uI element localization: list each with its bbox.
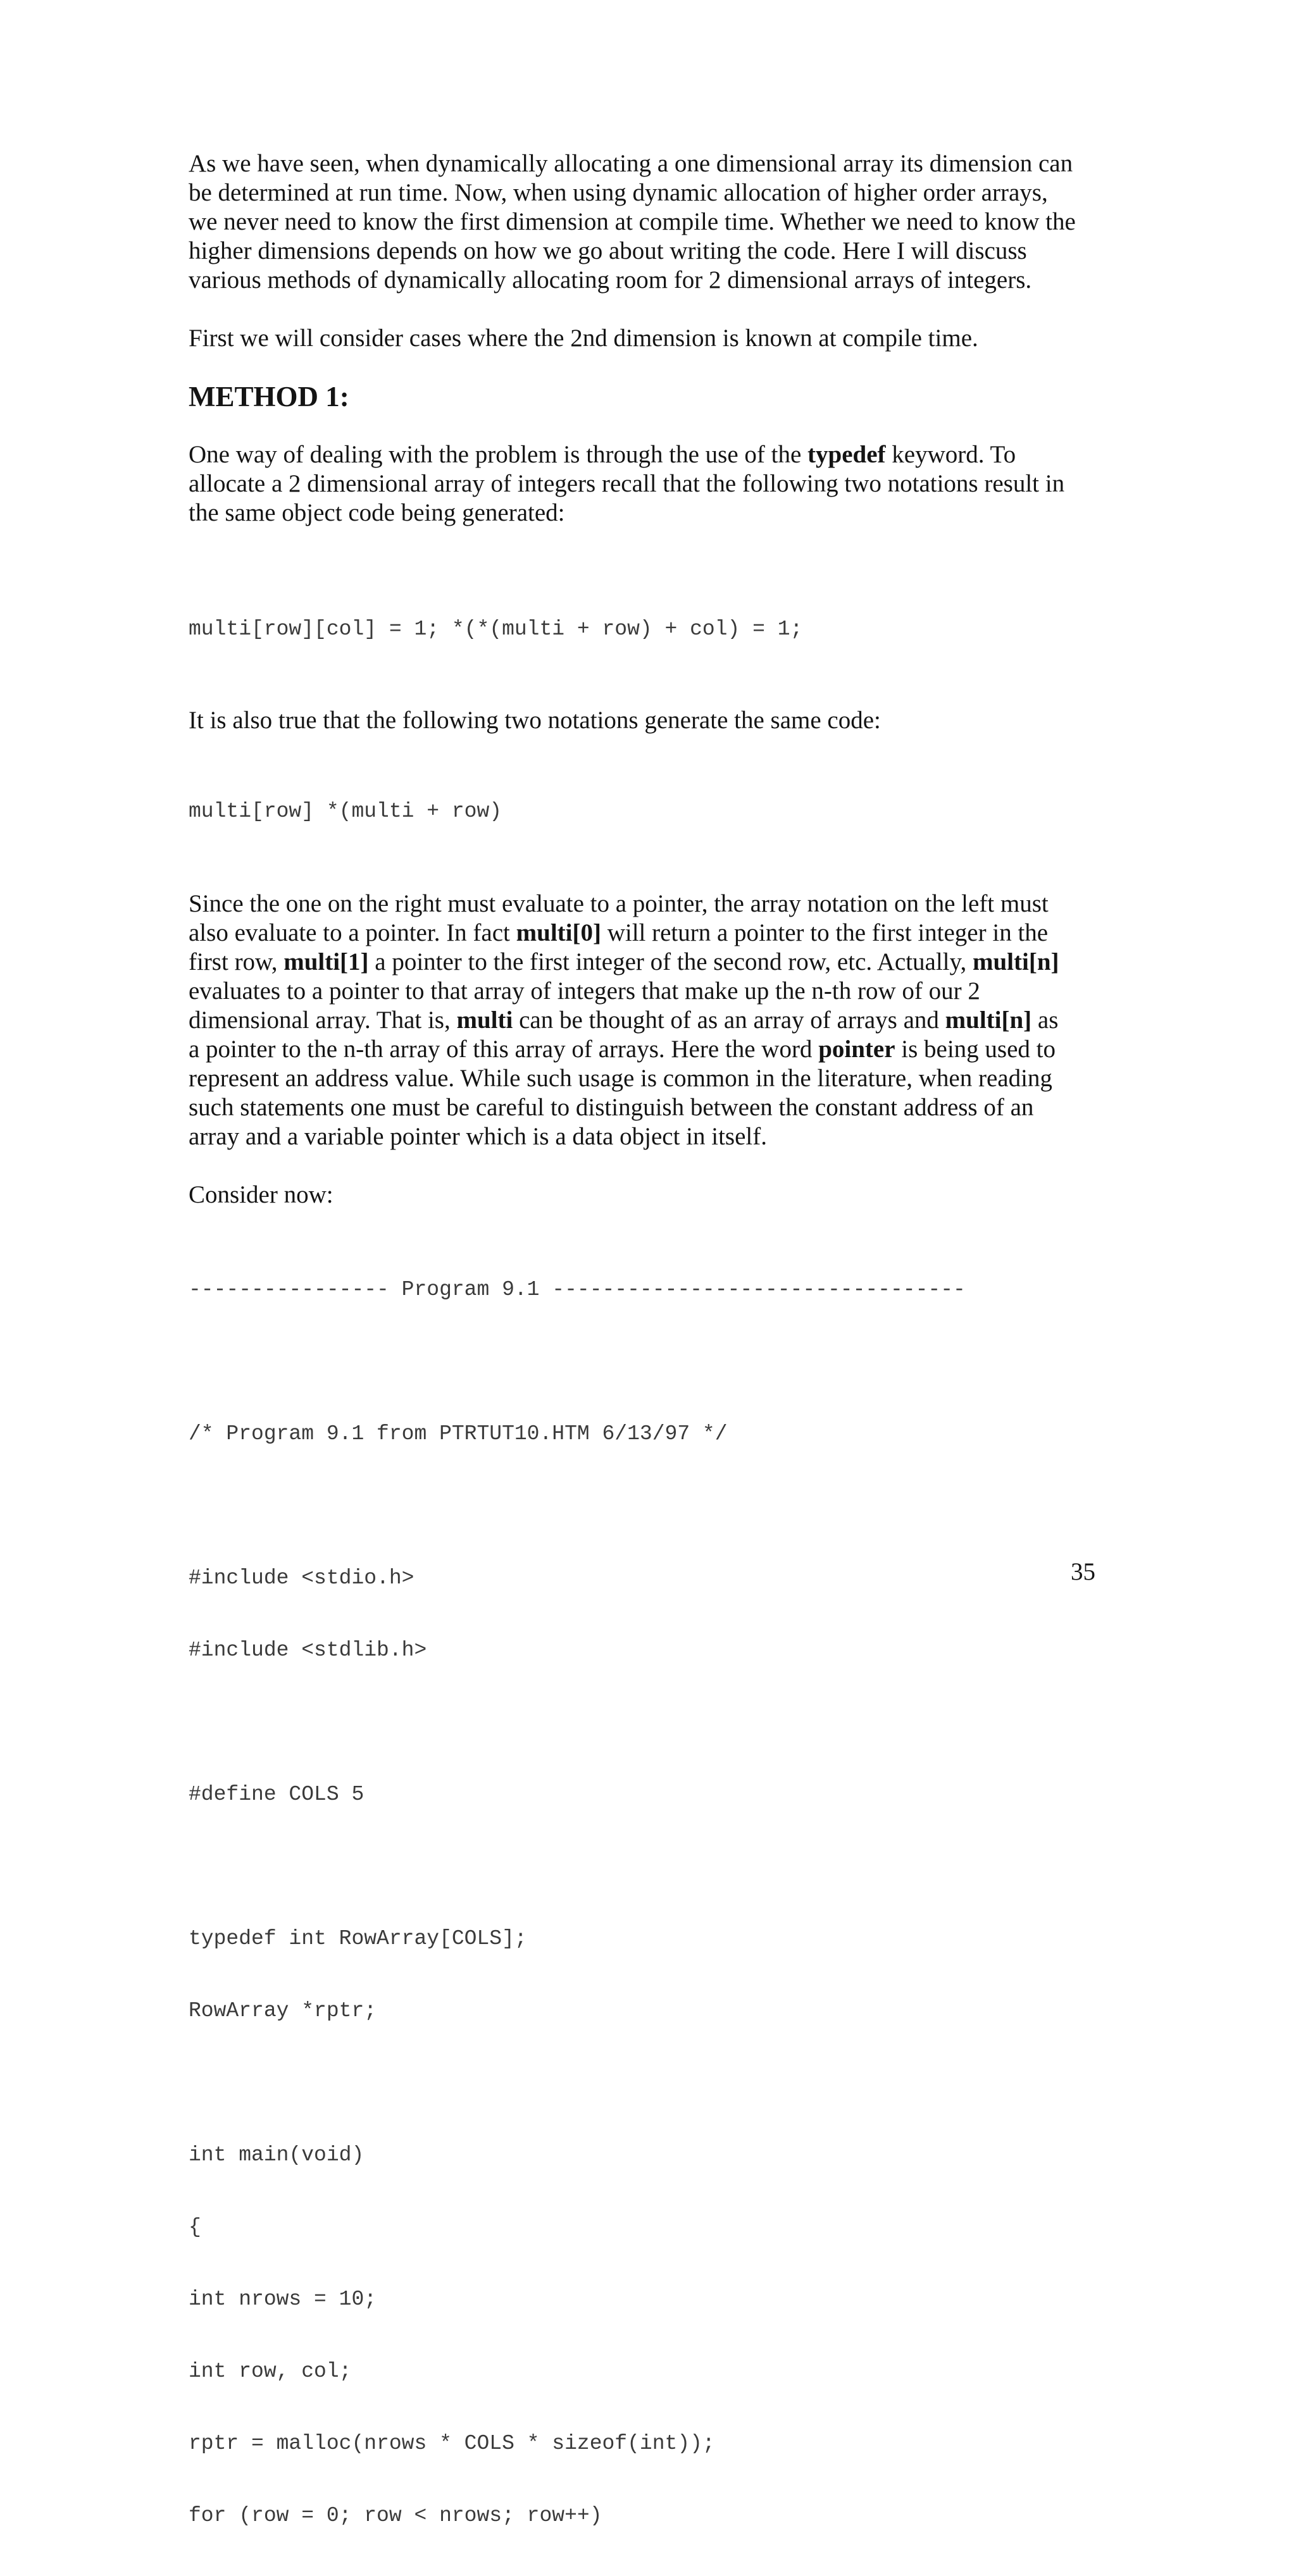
text-line: the same object code being generated: bbox=[189, 499, 565, 526]
text-span: will return a pointer to the first integer in the bbox=[601, 919, 1049, 946]
code-notation-2 bbox=[189, 752, 1106, 872]
text-line: allocate a 2 dimensional array of integers recall that the following two notations result in bbox=[189, 470, 1065, 497]
text-line: such statements one must be careful to distinguish between the constant address of an bbox=[189, 1094, 1034, 1121]
text-line: array and a variable pointer which is a data object in itself. bbox=[189, 1123, 767, 1150]
text-span: can be thought of as an array of arrays and bbox=[513, 1006, 945, 1034]
text-span: dimensional array. That is, bbox=[189, 1006, 457, 1034]
intro-paragraph bbox=[189, 149, 1106, 295]
section-heading: METHOD 1: bbox=[189, 381, 349, 412]
page-number: 35 bbox=[1071, 1558, 1095, 1585]
text-line bbox=[189, 948, 1106, 977]
text-line: represent an address value. While such usage is common in the literature, when reading bbox=[189, 1065, 1052, 1092]
code-line: multi[row] *(multi + row) bbox=[189, 800, 502, 823]
code-line: #include <stdlib.h> bbox=[189, 1638, 427, 1662]
text-line bbox=[189, 440, 1106, 469]
code-blank-line bbox=[189, 1855, 1106, 1879]
code-line: #define COLS 5 bbox=[189, 1783, 364, 1806]
bold-term: multi[n] bbox=[973, 948, 1059, 975]
first-cases-paragraph bbox=[189, 324, 1106, 353]
text-line: First we will consider cases where the 2nd dimension is known at compile time. bbox=[189, 325, 978, 352]
text-line: be determined at run time. Now, when using dynamic allocation of higher order arrays, bbox=[189, 179, 1048, 206]
code-line: #include <stdio.h> bbox=[189, 1566, 414, 1590]
program-listing bbox=[189, 1230, 1106, 2576]
text-line: As we have seen, when dynamically allocating a one dimensional array its dimension can bbox=[189, 150, 1073, 177]
bold-term: multi bbox=[456, 1006, 513, 1034]
document-page bbox=[189, 149, 1106, 2576]
code-comment: /* Program 9.1 from PTRTUT10.HTM 6/13/97 */ bbox=[189, 1422, 728, 1446]
code-blank-line bbox=[189, 1350, 1106, 1374]
text-line: we never need to know the first dimension at compile time. Whether we need to know the bbox=[189, 208, 1076, 235]
method-paragraph bbox=[189, 440, 1106, 528]
keyword-typedef: typedef bbox=[807, 441, 886, 468]
text-span: a pointer to the first integer of the second row, etc. Actually, bbox=[368, 948, 973, 975]
text-span: as bbox=[1031, 1006, 1059, 1034]
code-line: RowArray *rptr; bbox=[189, 1999, 377, 2022]
code-line: typedef int RowArray[COLS]; bbox=[189, 1927, 527, 1950]
code-line: int main(void) bbox=[189, 2143, 364, 2167]
text-line bbox=[189, 1035, 1106, 1064]
text-span: also evaluate to a pointer. In fact bbox=[189, 919, 516, 946]
code-line: { bbox=[189, 2215, 201, 2239]
bold-term: multi[n] bbox=[945, 1006, 1032, 1034]
code-blank-line bbox=[189, 1494, 1106, 1518]
code-blank-line bbox=[189, 2071, 1106, 2095]
code-line: multi[row][col] = 1; *(*(multi + row) + col) = 1; bbox=[189, 617, 803, 641]
text-line: Consider now: bbox=[189, 1181, 333, 1208]
since-paragraph bbox=[189, 889, 1106, 1151]
text-line: evaluates to a pointer to that array of integers that make up the n-th row of our 2 bbox=[189, 977, 980, 1005]
text-span: is being used to bbox=[895, 1036, 1056, 1063]
code-line: int nrows = 10; bbox=[189, 2288, 377, 2311]
text-line: It is also true that the following two notations generate the same code: bbox=[189, 707, 881, 734]
text-span: One way of dealing with the problem is through the use of the bbox=[189, 441, 808, 468]
bold-term: multi[1] bbox=[284, 948, 369, 975]
consider-paragraph bbox=[189, 1180, 1106, 1210]
text-line: Since the one on the right must evaluate to a pointer, the array notation on the left must bbox=[189, 890, 1049, 917]
text-span: first row, bbox=[189, 948, 284, 975]
text-span: a pointer to the n-th array of this array of arrays. Here the word bbox=[189, 1036, 819, 1063]
code-banner: ---------------- Program 9.1 --------------------------------- bbox=[189, 1278, 966, 1301]
also-true-paragraph bbox=[189, 706, 1106, 735]
code-line: for (row = 0; row < nrows; row++) bbox=[189, 2504, 602, 2527]
text-line: higher dimensions depends on how we go about writing the code. Here I will discuss bbox=[189, 237, 1027, 264]
text-span: keyword. To bbox=[885, 441, 1016, 468]
code-line: int row, col; bbox=[189, 2360, 352, 2383]
text-line bbox=[189, 919, 1106, 948]
bold-term: pointer bbox=[818, 1036, 895, 1063]
code-notation-1 bbox=[189, 569, 1106, 690]
text-line bbox=[189, 1006, 1106, 1035]
code-line: rptr = malloc(nrows * COLS * sizeof(int)); bbox=[189, 2432, 715, 2455]
bold-term: multi[0] bbox=[516, 919, 601, 946]
text-line: various methods of dynamically allocating room for 2 dimensional arrays of integers. bbox=[189, 266, 1032, 294]
code-blank-line bbox=[189, 1711, 1106, 1735]
